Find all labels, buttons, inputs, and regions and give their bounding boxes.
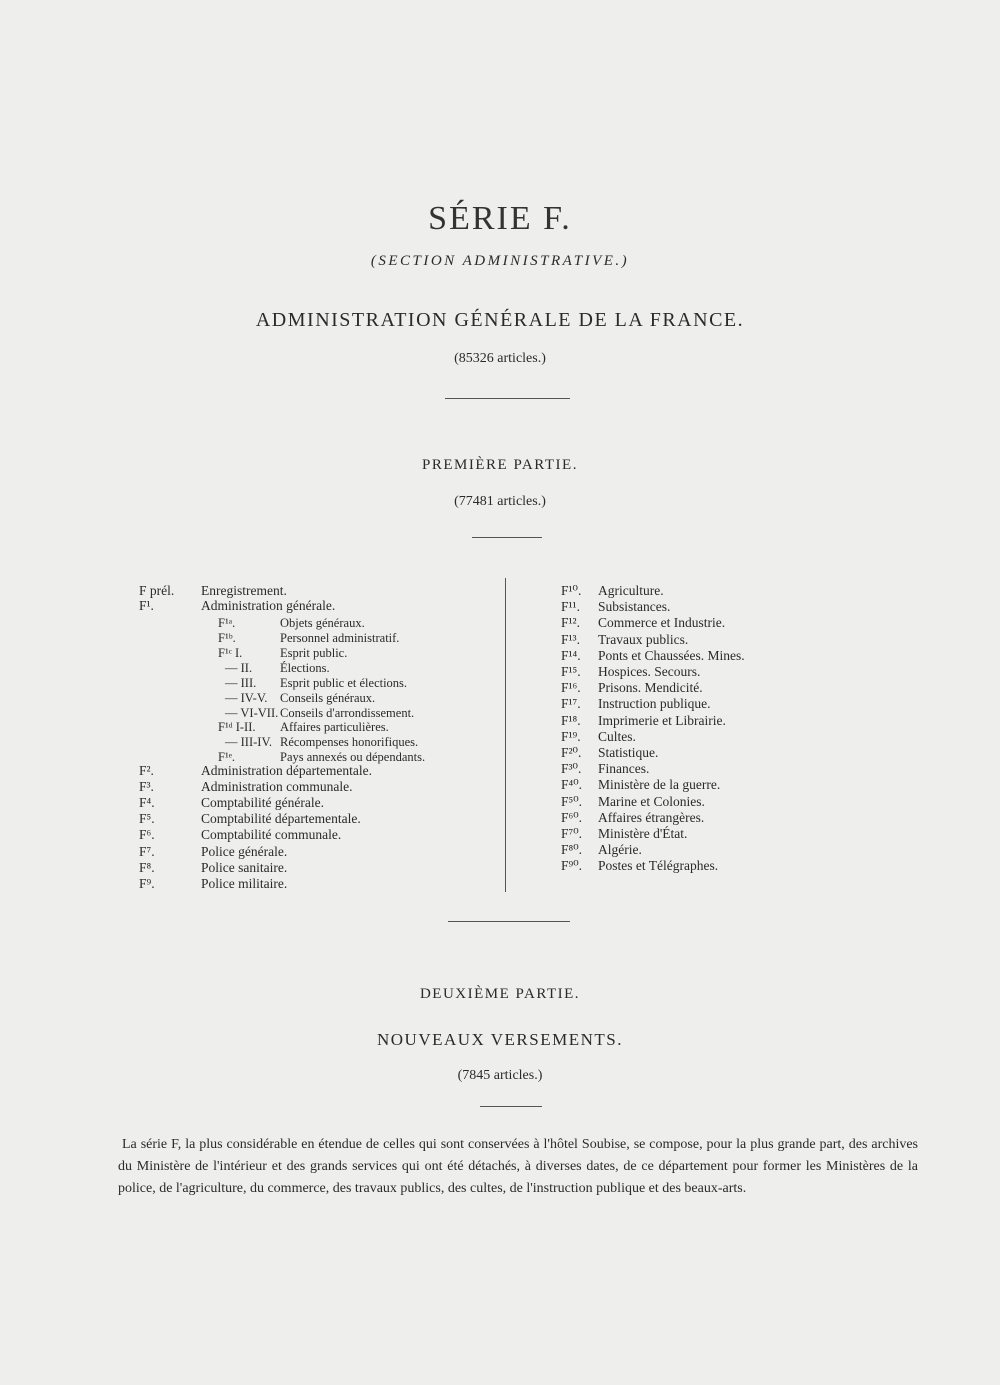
- part1-title: PREMIÈRE PARTIE.: [422, 457, 578, 473]
- series-label: Récompenses honorifiques.: [280, 735, 419, 749]
- divider-rule: [480, 1106, 542, 1107]
- series-code: F²⁰.: [561, 745, 582, 760]
- series-code: F¹³.: [561, 631, 580, 647]
- series-label: Police générale.: [201, 844, 288, 859]
- series-label: Pays annexés ou dépendants.: [280, 750, 426, 764]
- series-code: F².: [139, 763, 154, 778]
- series-label: Algérie.: [598, 842, 642, 858]
- series-code: F¹⁷.: [561, 696, 581, 712]
- series-label: Administration départementale.: [201, 763, 372, 778]
- series-label: Enregistrement.: [201, 583, 287, 598]
- part2-article-count: (7845 articles.): [457, 1068, 543, 1083]
- series-code: F¹¹.: [561, 599, 580, 615]
- series-label: Imprimerie et Librairie.: [598, 712, 726, 728]
- series-code: F¹⁰.: [561, 583, 582, 598]
- series-label: Finances.: [598, 761, 650, 777]
- series-label: Agriculture.: [598, 583, 664, 598]
- series-code: — III.: [225, 676, 257, 690]
- administration-title: ADMINISTRATION GÉNÉRALE DE LA FRANCE.: [255, 309, 745, 331]
- series-code: F⁷⁰.: [561, 826, 583, 841]
- series-code: F¹ᵈ I-II.: [218, 720, 256, 734]
- series-code: F⁵.: [139, 811, 155, 826]
- series-label: Ministère d'État.: [598, 826, 688, 841]
- divider-rule: [445, 398, 570, 399]
- series-label: Affaires étrangères.: [598, 809, 705, 825]
- series-label: Élections.: [280, 661, 330, 675]
- series-label: Cultes.: [598, 728, 636, 744]
- series-label: Comptabilité départementale.: [201, 811, 361, 826]
- series-code: F⁹.: [139, 876, 155, 891]
- series-code: — IV-V.: [225, 691, 268, 705]
- series-code: F¹⁵.: [561, 664, 581, 679]
- series-code: F⁷.: [139, 844, 155, 859]
- series-label: Comptabilité communale.: [201, 827, 342, 842]
- series-label: Postes et Télégraphes.: [598, 858, 719, 874]
- series-label: Administration générale.: [201, 598, 336, 613]
- series-code: F¹⁶.: [561, 680, 581, 696]
- series-label: Personnel administratif.: [280, 631, 400, 645]
- series-label: Esprit public et élections.: [280, 676, 408, 690]
- total-article-count: (85326 articles.): [454, 351, 546, 366]
- series-label: Commerce et Industrie.: [598, 615, 726, 631]
- series-label: Ministère de la guerre.: [598, 777, 721, 793]
- series-code: F⁶.: [139, 827, 155, 842]
- series-code: F¹⁸.: [561, 712, 581, 728]
- series-label: Instruction publique.: [598, 696, 711, 712]
- series-label: Administration communale.: [201, 779, 353, 794]
- series-code: — II.: [225, 661, 253, 675]
- series-code: F⁶⁰.: [561, 809, 583, 825]
- series-label: Police sanitaire.: [201, 860, 288, 875]
- series-code: F⁴.: [139, 795, 155, 810]
- series-code: F³⁰.: [561, 761, 582, 777]
- series-code: F³.: [139, 779, 154, 794]
- series-code: F¹⁹.: [561, 728, 581, 744]
- series-label: Conseils généraux.: [280, 691, 376, 705]
- series-code: F⁸.: [139, 860, 155, 875]
- series-code: F¹ᵉ.: [218, 750, 236, 764]
- series-label: Comptabilité générale.: [201, 795, 324, 810]
- series-label: Prisons. Mendicité.: [598, 680, 703, 696]
- series-code: F⁵⁰.: [561, 793, 583, 809]
- series-label: Objets généraux.: [280, 616, 365, 630]
- series-label: Ponts et Chaussées. Mines.: [598, 647, 745, 663]
- page-title: SÉRIE F.: [428, 200, 572, 237]
- series-code: F¹ᵃ.: [218, 616, 236, 630]
- column-divider: [505, 578, 506, 892]
- series-code: F¹².: [561, 615, 580, 631]
- part2-title: DEUXIÈME PARTIE.: [419, 986, 581, 1002]
- section-subtitle: (SECTION ADMINISTRATIVE.): [370, 253, 630, 269]
- series-code: F⁹⁰.: [561, 858, 583, 874]
- series-label: Police militaire.: [201, 876, 288, 891]
- series-code: F⁸⁰.: [561, 842, 583, 858]
- series-label: Travaux publics.: [598, 631, 689, 647]
- series-label: Affaires particulières.: [280, 720, 389, 734]
- series-code: F¹⁴.: [561, 647, 581, 663]
- part2-subtitle: NOUVEAUX VERSEMENTS.: [377, 1030, 623, 1049]
- series-code: F¹ᵇ.: [218, 631, 236, 645]
- divider-rule: [448, 921, 570, 922]
- series-label: Statistique.: [598, 745, 659, 760]
- description-paragraph: La série F, la plus considérable en étendue de celles qui sont conservées à l'hôtel Soubise, se compose, pour la plus grande part, des archives du Ministère de l'intérieur et des grands services qui ont été détachés, à diverses dates, de ce département pour former les Ministères de la police, de l'agriculture, du commerce, des travaux publics, des cultes, de l'instruction publique et des beaux-arts.: [118, 1137, 918, 1196]
- series-label: Conseils d'arrondissement.: [280, 706, 415, 720]
- series-label: Esprit public.: [280, 646, 348, 660]
- series-code: F⁴⁰.: [561, 777, 583, 793]
- series-code: F¹ᶜ I.: [218, 646, 243, 660]
- series-code: — III-IV.: [225, 735, 272, 749]
- series-label: Subsistances.: [598, 599, 671, 615]
- series-label: Marine et Colonies.: [598, 793, 705, 809]
- series-code: F prél.: [139, 583, 175, 598]
- divider-rule: [472, 537, 542, 538]
- series-code: — VI-VII.: [225, 706, 279, 720]
- series-code: F¹.: [139, 598, 154, 613]
- series-label: Hospices. Secours.: [598, 664, 701, 679]
- part1-article-count: (77481 articles.): [454, 494, 546, 509]
